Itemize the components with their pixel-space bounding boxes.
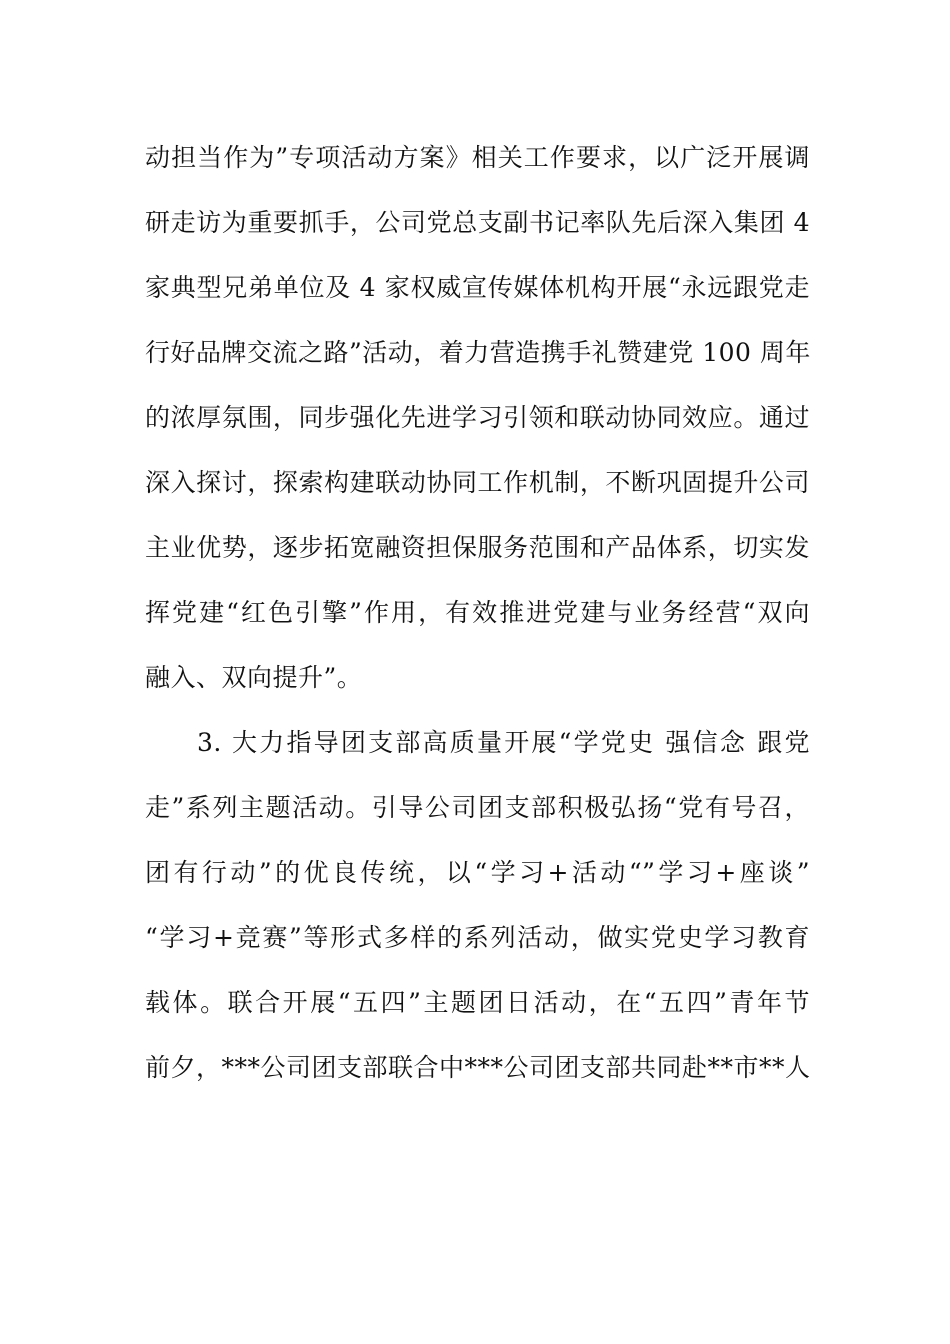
text-line: 融入、双向提升”。: [145, 663, 363, 692]
text-line: “学习+竞赛”等形式多样的系列活动，做实党史学习教育: [145, 923, 810, 952]
text-line: 动担当作为”专项活动方案》相关工作要求，以广泛开展调: [145, 143, 810, 172]
text-line: 的浓厚氛围，同步强化先进学习引领和联动协同效应。通过: [145, 403, 810, 432]
text-line: 前夕，***公司团支部联合中***公司团支部共同赴**市**人: [145, 1053, 811, 1082]
text-line: 载体。联合开展“五四”主题团日活动，在“五四”青年节: [145, 988, 811, 1017]
text-line: 家典型兄弟单位及 4 家权威宣传媒体机构开展“永远跟党走: [145, 273, 810, 302]
text-line: 团有行动”的优良传统，以“学习+活动“”学习+座谈”: [145, 858, 810, 887]
text-line: 走”系列主题活动。引导公司团支部积极弘扬“党有号召，: [145, 793, 810, 822]
text-line: 研走访为重要抓手，公司党总支副书记率队先后深入集团 4: [145, 208, 810, 237]
body-text: [145, 125, 810, 1100]
text-line: 主业优势，逐步拓宽融资担保服务范围和产品体系，切实发: [145, 533, 810, 562]
text-line: 深入探讨，探索构建联动协同工作机制，不断巩固提升公司: [145, 468, 810, 497]
paragraph-heading-line: 3. 大力指导团支部高质量开展“学党史 强信念 跟党: [197, 728, 810, 757]
text-line: 行好品牌交流之路”活动，着力营造携手礼赞建党 100 周年: [145, 338, 811, 367]
text-line: 挥党建“红色引擎”作用，有效推进党建与业务经营“双向: [145, 598, 810, 627]
